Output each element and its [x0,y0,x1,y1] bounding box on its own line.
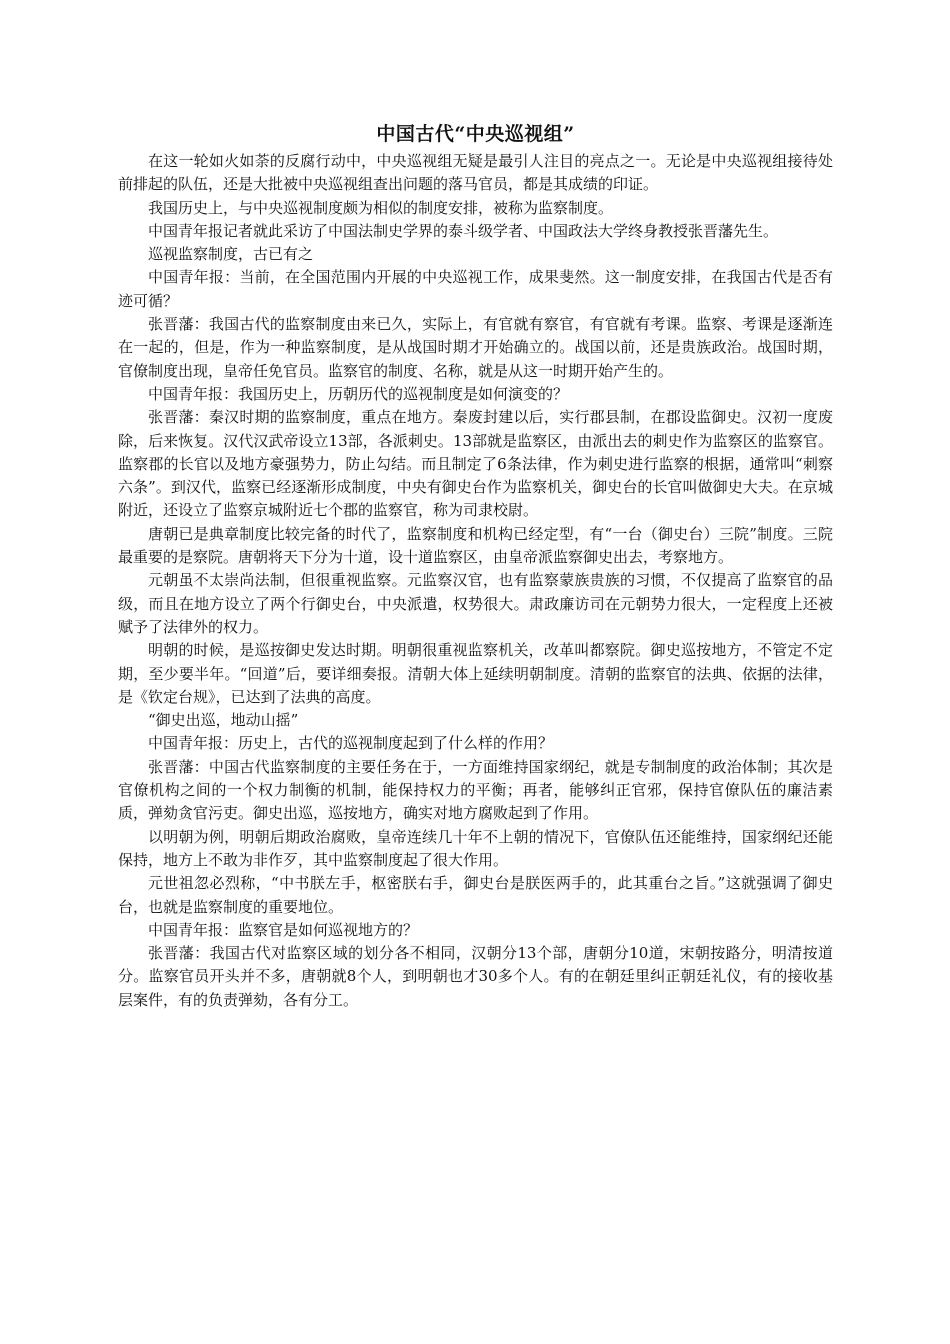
paragraph-ming: 明朝的时候，是巡按御史发达时期。明朝很重视监察机关，改革叫都察院。御史巡按地方，不管定不定期，至少要半年。“回道”后，要详细奏报。清朝大体上延续明朝制度。清朝的监察官的法典、依据的法律，是《钦定台规》，已达到了法典的高度。 [118,641,833,706]
paragraph-intro-2: 我国历史上，与中央巡视制度颇为相似的制度安排，被称为监察制度。 [148,198,614,217]
paragraph-ming-example: 以明朝为例，明朝后期政治腐败，皇帝连续几十年不上朝的情况下，官僚队伍还能维持，国家纲纪还能保持，地方上不敢为非作歹，其中监察制度起了很大作用。 [118,827,833,869]
paragraph-answer-2: 张晋藩：秦汉时期的监察制度，重点在地方。秦废封建以后，实行郡县制，在郡设监御史。汉初一度废除，后来恢复。汉代汉武帝设立13部，各派刺史。13部就是监察区，由派出去的刺史作为监察区的监察官。监察郡的长官以及地方豪强势力，防止勾结。而且制定了6条法律，作为刺史进行监察的根据，通常叫“刺察六条”。到汉代，监察已经逐渐形成制度，中央有御史台作为监察机关，御史台的长官叫做御史大夫。在京城附近，还设立了监察京城附近七个郡的监察官，称为司隶校尉。 [118,408,833,520]
paragraph-tang: 唐朝已是典章制度比较完备的时代了，监察制度和机构已经定型，有“一台（御史台）三院”制度。三院最重要的是察院。唐朝将天下分为十道，设十道监察区，由皇帝派监察御史出去，考察地方。 [118,524,833,567]
document-title: 中国古代“中央巡视组” [376,123,575,145]
paragraph-answer-3: 张晋藩：中国古代监察制度的主要任务在于，一方面维持国家纲纪，就是专制制度的政治体制；其次是官僚机构之间的一个权力制衡的机制，能保持权力的平衡；再者，能够纠正官邪，保持官僚队伍的廉洁素质，弹劾贪官污吏。御史出巡，巡按地方，确实对地方腐败起到了作用。 [118,757,833,823]
section-heading-1: 巡视监察制度，古已有之 [148,245,314,264]
paragraph-intro-3: 中国青年报记者就此采访了中国法制史学界的泰斗级学者、中国政法大学终身教授张晋藩先生。 [148,221,779,240]
paragraph-question-4: 中国青年报：监察官是如何巡视地方的？ [148,920,419,939]
section-heading-2: “御史出巡，地动山摇” [148,711,299,730]
paragraph-yuan: 元朝虽不太崇尚法制，但很重视监察。元监察汉官，也有监察蒙族贵族的习惯，不仅提高了监察官的品级，而且在地方设立了两个行御史台，中央派遣，权势很大。肃政廉访司在元朝势力很大，一定程度上还被赋予了法律外的权力。 [118,571,833,636]
document-page [118,120,833,1012]
paragraph-kublai: 元世祖忽必烈称，“中书朕左手，枢密朕右手，御史台是朕医两手的，此其重台之旨。”这就强调了御史台，也就是监察制度的重要地位。 [118,874,833,916]
paragraph-intro-1: 在这一轮如火如荼的反腐行动中，中央巡视组无疑是最引人注目的亮点之一。无论是中央巡视组接待处前排起的队伍，还是大批被中央巡视组查出问题的落马官员，都是其成绩的印证。 [118,152,833,194]
paragraph-answer-1: 张晋藩：我国古代的监察制度由来已久，实际上，有官就有察官，有官就有考课。监察、考课是逐渐连在一起的，但是，作为一种监察制度，是从战国时期才开始确立的。战国以前，还是贵族政治。战国时期，官僚制度出现，皇帝任免官员。监察官的制度、名称，就是从这一时期开始产生的。 [118,315,833,380]
paragraph-answer-4: 张晋藩：我国古代对监察区域的划分各不相同，汉朝分13个部，唐朝分10道，宋朝按路分，明清按道分。监察官员开头并不多，唐朝就8个人，到明朝也才30多个人。有的在朝廷里纠正朝廷礼仪，有的接收基层案件，有的负责弹劾，各有分工。 [118,944,833,1009]
paragraph-question-1: 中国青年报：当前，在全国范围内开展的中央巡视工作，成果斐然。这一制度安排，在我国古代是否有迹可循？ [118,268,833,310]
paragraph-question-2: 中国青年报：我国历史上，历朝历代的巡视制度是如何演变的？ [148,384,569,403]
paragraph-question-3: 中国青年报：历史上，古代的巡视制度起到了什么样的作用？ [148,734,554,753]
